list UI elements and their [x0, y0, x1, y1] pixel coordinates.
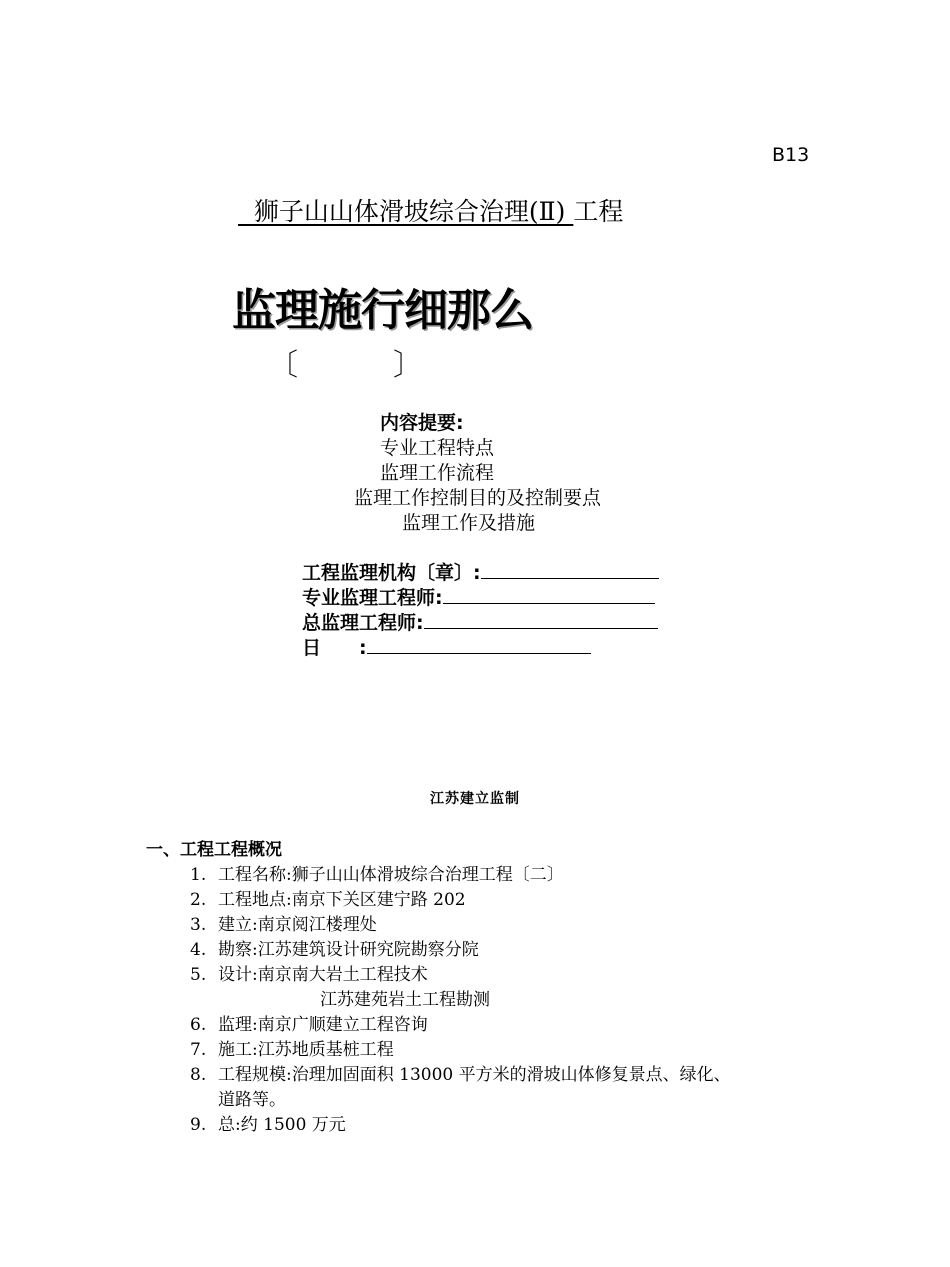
item-number: 1.	[190, 865, 207, 885]
item-text: 工程规模:治理加固面积 13000 平方米的滑坡山体修复景点、绿化、	[218, 1065, 731, 1085]
signature-row	[302, 558, 659, 585]
signature-label: 总监理工程师:	[302, 612, 424, 634]
bracket-close: 〕	[393, 348, 423, 383]
list-item	[190, 910, 377, 935]
signature-label: 日 :	[302, 637, 367, 659]
item-text: 工程地点:南京下关区建宁路 202	[218, 890, 466, 910]
list-item-continuation	[320, 985, 490, 1010]
project-name: 狮子山山体滑坡综合治理(Ⅱ)	[238, 197, 574, 226]
item-number: 4.	[190, 940, 207, 960]
signature-row	[302, 608, 658, 635]
item-number: 3.	[190, 915, 207, 935]
item-number: 6.	[190, 1015, 207, 1035]
summary-item: 监理工作及措施	[402, 512, 536, 534]
project-title	[238, 192, 623, 228]
list-item	[190, 1110, 346, 1135]
list-item	[190, 860, 564, 885]
list-item	[190, 1060, 731, 1085]
list-item	[190, 960, 428, 985]
signature-line[interactable]	[424, 610, 658, 629]
list-item	[190, 885, 466, 910]
summary-item: 监理工作流程	[380, 462, 495, 484]
list-item-continuation	[218, 1085, 286, 1110]
signature-row	[302, 633, 591, 660]
signature-line[interactable]	[367, 635, 591, 654]
item-number: 2.	[190, 890, 207, 910]
signature-line[interactable]	[481, 560, 659, 579]
section-heading: 一、工程工程概况	[146, 840, 282, 860]
item-number: 9.	[190, 1115, 207, 1135]
item-text: 施工:江苏地质基桩工程	[218, 1040, 394, 1060]
bracket-open: 〔	[268, 348, 298, 383]
item-number: 5.	[190, 965, 207, 985]
signature-label: 专业监理工程师:	[302, 587, 443, 609]
summary-item: 监理工作控制目的及控制要点	[354, 487, 602, 509]
list-item	[190, 935, 479, 960]
item-number: 8.	[190, 1065, 207, 1085]
summary-heading: 内容提要:	[380, 412, 464, 434]
item-text: 勘察:江苏建筑设计研究院勘察分院	[218, 940, 479, 960]
list-item	[190, 1010, 428, 1035]
item-text: 总:约 1500 万元	[218, 1115, 346, 1135]
item-text: 监理:南京广顺建立工程咨询	[218, 1015, 428, 1035]
item-text: 建立:南京阅江楼理处	[218, 915, 377, 935]
item-text: 设计:南京南大岩土工程技术	[218, 965, 428, 985]
item-number: 7.	[190, 1040, 207, 1060]
summary-item: 专业工程特点	[380, 437, 495, 459]
item-text: 道路等。	[218, 1090, 286, 1110]
main-title: 监理施行细那么	[232, 285, 533, 336]
project-suffix: 工程	[573, 197, 624, 226]
title-bracket	[268, 340, 423, 384]
signature-label: 工程监理机构〔章〕:	[302, 562, 481, 584]
signature-line[interactable]	[443, 585, 655, 604]
organization-name: 江苏建立监制	[430, 791, 520, 807]
document-code: B13	[772, 144, 810, 166]
signature-row	[302, 583, 655, 610]
list-item	[190, 1035, 394, 1060]
item-text: 江苏建苑岩土工程勘测	[320, 990, 490, 1010]
item-text: 工程名称:狮子山山体滑坡综合治理工程〔二〕	[218, 865, 564, 885]
